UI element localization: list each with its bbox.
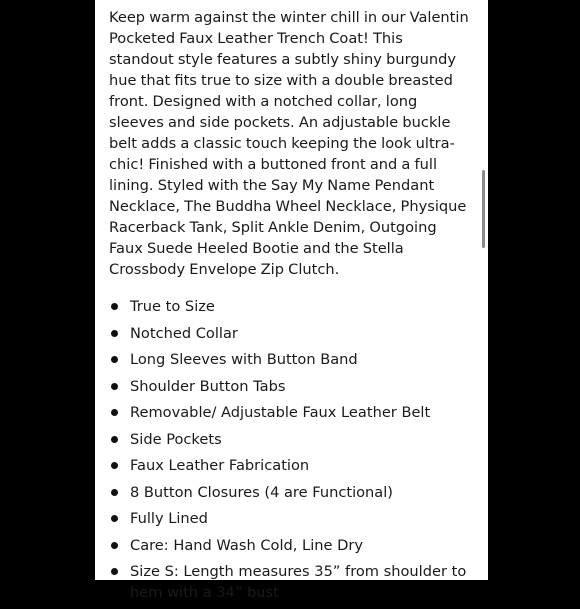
bullet-icon: [111, 542, 118, 549]
bullet-icon: [111, 330, 118, 337]
feature-text: 8 Button Closures (4 are Functional): [130, 483, 393, 501]
feature-list: [109, 296, 469, 603]
description-content: [109, 7, 469, 609]
feature-text: Shoulder Button Tabs: [130, 377, 286, 395]
feature-text: Fully Lined: [130, 510, 208, 527]
bullet-icon: [111, 462, 118, 469]
bullet-icon: [111, 489, 118, 496]
feature-item: [109, 508, 469, 529]
feature-item: [109, 296, 469, 317]
feature-text: Care: Hand Wash Cold, Line Dry: [130, 536, 363, 554]
scrollbar-thumb[interactable]: [482, 170, 485, 248]
feature-item: [109, 323, 469, 344]
bullet-icon: [111, 409, 118, 416]
feature-item: [109, 535, 469, 556]
bullet-icon: [111, 515, 118, 522]
product-description-panel: [95, 0, 488, 601]
product-description: Keep warm against the winter chill in our Valentin Pocketed Faux Leather Trench Coat! This standout style features a subtly shiny burgundy hue that fits true to size with a double breasted front. Designed with a notched collar, long sleeves and side pockets. An adjustable buckle belt adds a classic touch keeping the look ultra-chic! Finished with a buttoned front and a full lining. Styled with the Say My Name Pendant Necklace, The Buddha Wheel Necklace, Physique Racerback Tank, Split Ankle Denim, Outgoing Faux Suede Heeled Bootie and the Stella Crossbody Envelope Zip Clutch.: [109, 9, 469, 278]
feature-text: Long Sleeves with Button Band: [130, 351, 358, 368]
feature-item: [109, 429, 469, 450]
feature-item: [109, 455, 469, 476]
feature-item: [109, 482, 469, 503]
bullet-icon: [111, 383, 118, 390]
feature-item: [109, 561, 469, 603]
bullet-icon: [111, 436, 118, 443]
bullet-icon: [111, 356, 118, 363]
feature-text: True to Size: [130, 298, 215, 315]
feature-item: [109, 376, 469, 397]
bullet-icon: [111, 303, 118, 310]
feature-text: Side Pockets: [130, 430, 222, 448]
feature-text: Notched Collar: [130, 324, 238, 342]
feature-item: [109, 402, 469, 423]
bullet-icon: [111, 568, 118, 575]
feature-text: Faux Leather Fabrication: [130, 457, 310, 474]
feature-item: [109, 349, 469, 370]
feature-text: Removable/ Adjustable Faux Leather Belt: [130, 404, 431, 421]
feature-text: Size S: Length measures 35” from shoulder to hem with a 34” bust: [130, 563, 467, 601]
